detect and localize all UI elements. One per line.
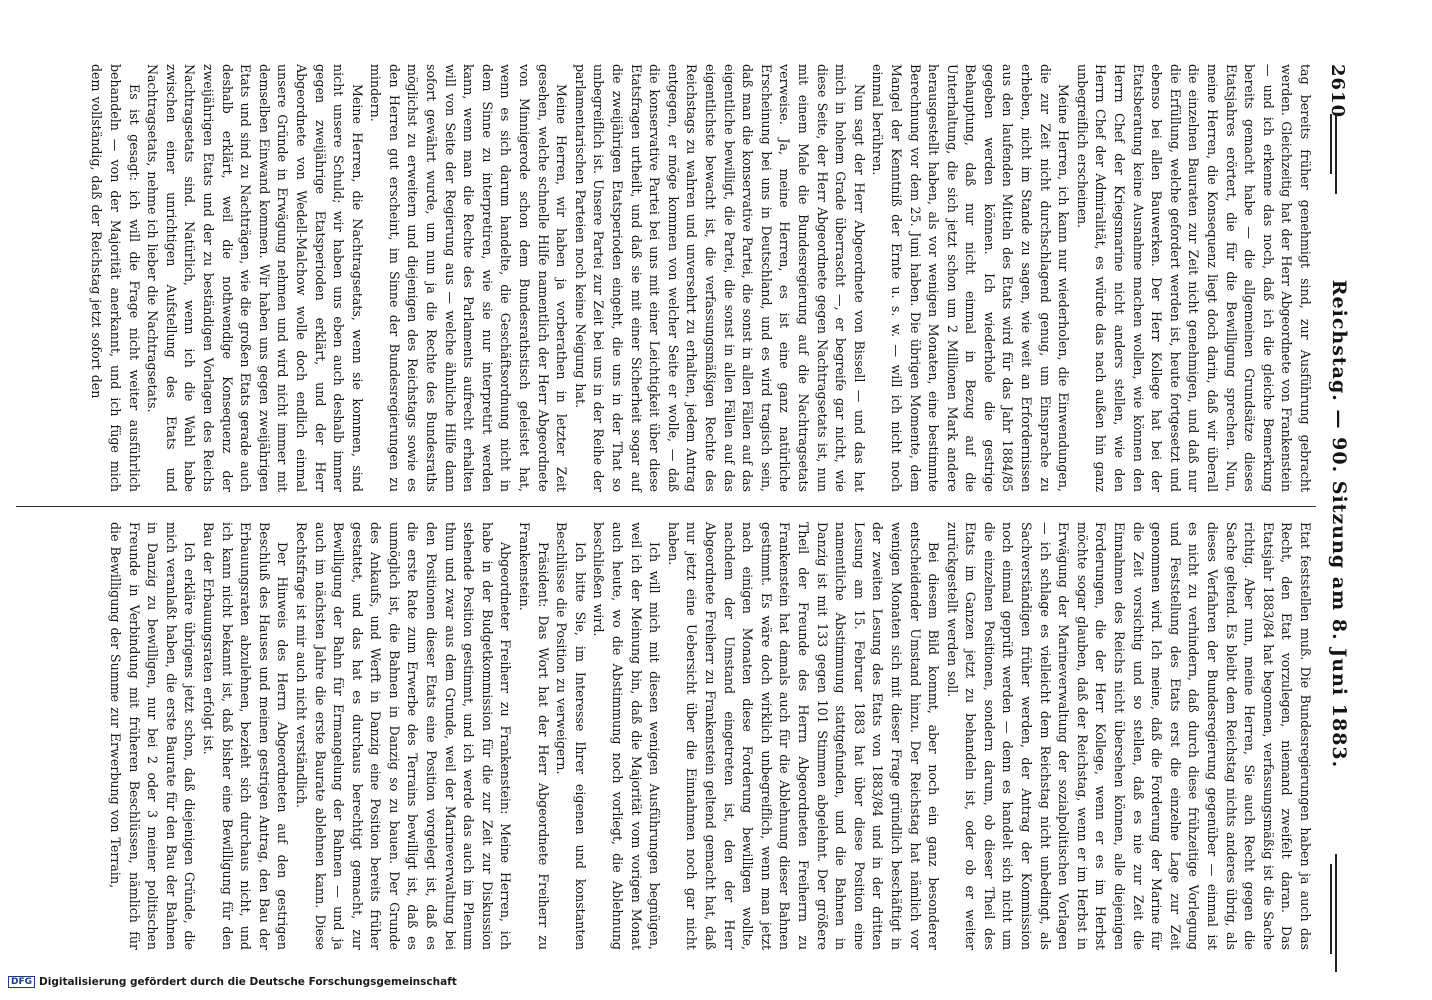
left-text-column: [87, 64, 1314, 492]
paragraph: Meine Herren, wir haben ja vorberathen in letzter Zeit gesehen, welche schnelle Hilfe namentlich der Herr Abgeordnete von Minnigerode schon dem Bundesrathstisch geleistet hat, wenn es sich darum handelte, die Geschäftsordnung nicht in dem Sinne zu interpretiren, wie sie nur interpretirt werden kann, wenn man die Rechte des Parlaments aufrecht erhalten will von Seite der Regierung aus — welche ähnliche Hilfe dann sofort gewährt wurde, um nun ja die Rechte des Bundesraths möglichst zu erweitern und diejenigen des Reichstags sowie es den Herren gut erscheint, im Sinne der Bundesregierungen zu mindern.: [368, 64, 570, 492]
digitization-credit-text: Digitalisierung gefördert durch die Deutsche Forschungsgemeinschaft: [39, 976, 457, 988]
speaker-paragraph: Präsident: Das Wort hat der Herr Abgeordnete Freiherr zu Frankenstein.: [517, 522, 551, 950]
header-rule-left-secondary: [1330, 114, 1332, 174]
paragraph: Ich bitte Sie, im Interesse Ihrer eigenen und konstanten Beschlüsse die Position zu verweigern.: [554, 522, 588, 950]
paragraph: Ich erkläre übrigens jetzt schon, daß diejenigen Gründe, die mich veranlaßt haben, die erste Baurate für den Bau der Bahnen in Danzig zu bewilligen, nur bei 2 oder 3 meiner politischen Freunde in Verbindung mit früheren Beschlüssen, nämlich für die Bewilligung der Summe zur Erwerbung von Terrain,: [108, 522, 198, 950]
paragraph: Bei diesem Bild kommt, aber noch ein ganz besonderer entscheidender Umstand hinzu. Der Reichstag hat nämlich vor wenigen Monaten sich mit dieser Frage gründlich beschäftigt in der zweiten Lesung des Etats von 1883/84 und in der dritten Lesung am 15. Februar 1883 hat über diese Position eine namentliche Abstimmung stattgefunden, und die Bahnen in Danzig ist mit 133 gegen 101 Stimmen abgelehnt. Der größere Theil der Freunde des Herrn Abgeordneten Freiherrn zu Frankenstein hat damals auch für die Ablehnung dieser Bahnen gestimmt. Es wäre doch wirklich unbegreiflich, wenn man jetzt nach einigen Monaten diese Forderung bewilligen wollte, nachdem der Umstand eingetreten ist, den der Herr Abgeordnete Freiherr zu Frankenstein geltend gemacht hat, daß nur jetzt eine Uebersicht über die Einnahmen noch gar nicht haben.: [665, 522, 942, 950]
dfg-logo: DFG: [8, 976, 35, 988]
header-rule-left: [1335, 114, 1337, 194]
header-rule-right-secondary: [1330, 864, 1332, 954]
running-head: Reichstag. — 90. Sitzung am 8. Juni 1883.: [1328, 279, 1350, 769]
column-divider: [16, 506, 1316, 507]
speaker-paragraph: Abgeordneter Freiherr zu Frankenstein: Meine Herren, ich habe in der Budgetkommission für die zur Zeit zur Diskussion stehende Position gestimmt, und ich werde das auch im Plenum thun und zwar aus dem Grunde, weil der Marineverwaltung bei den Positionen dieser Etats eine Position vorgelegt ist, daß es die erste Rate zum Erwerbe des Terrains bewilligt ist, daß es unmöglich ist, die Bahnen in Danzig so zu bauen. Der Grunde des Ankaufs, und Werft in Danzig eine Position bereits früher gestattet, und das hat es durchaus berechtigt gemacht, zur Bewilligung der Bahn für Ermangelung der Bahnen — und ja auch im nächsten Jahre die erste Baurate ablehnen kann. Diese Rechtsfrage ist mir auch nicht verständlich.: [293, 522, 514, 950]
page-header: [1320, 64, 1350, 972]
right-text-column: [105, 522, 1314, 950]
paragraph: Ich will mich mit diesen wenigen Ausführungen begnügen, weil ich der Meinung bin, daß die Majorität vom vorigen Monat auch heute, wo die Abstimmung noch vorliegt, die Ablehnung beschließen wird.: [591, 522, 663, 950]
paragraph: Nun sagt der Herr Abgeordnete von Bissell — und das hat mich in hohem Grade überrascht —, er begreife gar nicht, wie diese Seite, der Herr Abgeordnete gegen Nachtragsetats ist, nun mit einem Male die Bundesregierung auf die Nachtragsetats verweise. Ja, meine Herren, es ist eine ganz natürliche Erscheinung bei uns in Deutschland, und es wird tragisch sein, daß man die konservative Partei, die sonst in allen Fällen auf das eigentliche bewilligt, die Partei, die sonst in allen Fällen auf das eigentlichste bewacht ist, die verfassungsmäßigen Rechte des Reichstags zu wahren und unversehrt zu erhalten, jedem Antrag entgegen, er möge kommen von welcher Seite er wolle, — daß die konservative Partei bei uns mit einer Leichtigkeit über diese Etatsfragen urtheilt, und daß sie mit einer Sicherheit sogar auf die zweijährigen Etatsperioden eingeht, die uns in der That so unbegreiflich ist. Unsere Partei zur Zeit bei uns in der Reihe der parlamentarischen Parteien noch keine Neigung hat.: [572, 64, 867, 492]
paragraph: Der Hinweis des Herrn Abgeordneten auf den gestrigen Beschluß des Hauses und meinen gestrigen Antrag, den Bau der Erbauungsraten abzulehnen, bezieht sich durchaus nicht, und ich kann nicht bekannt ist, daß bisher eine Bewilligung für den Bau der Erbauungsraten erfolgt ist.: [200, 522, 291, 950]
paragraph: Meine Herren, die Nachtragsetats, wenn sie kommen, sind nicht unsere Schuld; wir haben uns eben auch deshalb immer gegen zweijährige Etatsperioden erklärt, und der Herr Abgeordnete von Wedell-Malchow wolle doch endlich einmal unsere Gründe in Erwägung nehmen und wird nicht immer mit demselben Einwand kommen. Wir haben uns gegen zweijährigen Etats und sind zu Nachträgen, wie die großen Etats gerade auch deshalb erklärt, weil die nothwendige Konsequenz der zweijährigen Etats und der zu beständigen Vorlagen des Reichs Nachtragsetats sind. Natürlich, wenn ich die Wahl habe zwischen einer unrichtigen Aufstellung des Etats und Nachtragsetats, nehme ich lieber die Nachtragsetats.: [145, 64, 365, 492]
paragraph: Es ist gesagt: ich will die Frage nicht weiter ausführlich behandeln — von der Majorität anerkannt, und ich füge mich dem vollständig, daß der Reichstag jetzt sofort den: [89, 64, 142, 492]
page-number: 2610: [1327, 64, 1348, 119]
header-rule-right: [1335, 854, 1337, 972]
paragraph: Meine Herren, ich kann nur wiederholen, die Einwendungen, die zur Zeit nicht durchschlagend genug, um Einsprache zu erheben, nicht im Stande zu sagen, wie weit an Erfordernissen aus den laufenden Mitteln des Etats wird für das Jahr 1884/85 gegeben werden können. Ich wiederhole die gestrige Behauptung, daß nur nicht einmal in Bezug auf die Unterhaltung, die sich jetzt schon um 2 Millionen Mark andere herausgestellt haben, als vor wenigen Monaten, eine bestimmte Berechnung vor dem 25. Juni haben. Die übrigen Momente, dem Mangel der Kenntniß der Ernte u. s. w. — will ich nicht noch einmal berühren.: [870, 64, 1072, 492]
digitization-credit: [8, 976, 457, 988]
paragraph: Etat feststellen muß. Die Bundesregierungen haben ja auch das Recht, den Etat vorzulegen, niemand zweifelt daran. Das Etatsjahr 1883/84 hat begonnen, verfassungsmäßig ist die Sache richtig. Aber nun, meine Herren, Sie auch Recht gegen die Sache geltend. Es bleibt dem Reichstag nichts anderes übrig, als dieses Verfahren der Bundesregierung gegenüber — einmal ist es nicht zu verhindern, daß durch diese frühzeitige Vorlegung und Feststellung des Etats erst die einzelne Lage zur Zeit genommen wird. Ich meine, daß die Forderung der Marine für die Zeit vorsichtig und so stellen, daß es nie zur Zeit die Einnahmen des Reichs nicht übersehen können, alle diejenigen Forderungen, die der Herr Kollege, wenn er es im Herbst möchte sogar glauben, daß der Reichstag, wenn er im Herbst in Erwägung der Marineverwaltung der sozialpolitischen Vorlagen — ich schlage es vielleicht dem Reichstag nicht unbedingt, als Sachverständigen früher werden, der Antrag der Kommission noch einmal geprüft werden — denn es handelt sich nicht um die einzelnen Positionen, sondern darum, ob dieser Theil des Etats im Ganzen jetzt zu behandeln ist, oder ob er weiter zurückgestellt werden soll.: [944, 522, 1313, 950]
paragraph: tag bereits früher genehmigt sind, zur Ausführung gebracht werden. Gleichzeitig hat der Herr Abgeordnete von Frankenstein — und ich erkenne das noch, daß ich die gleiche Bemerkung bereits gemacht habe — die allgemeinen Grundsätze dieses Etatsjahres erörtert, die für die Bewilligung sprechen. Nun, meine Herren, die Konsequenz liegt doch darin, daß wir überall die einzelnen Bauraten zur Zeit nicht genehmigen, und daß nur die Erfüllung, welche gefordert werden ist, heute fortgesetzt und ebenso bei allen Bauwerken. Der Herr Kollege hat bei der Etatsberatung keine Ausnahme machen wollen, wie können den Herrn Chef der Kriegsmarine nicht anders stellen, wie den Herrn Chef der Admiralität, es würde das nach außen hin ganz unbegreiflich erscheinen.: [1074, 64, 1313, 492]
